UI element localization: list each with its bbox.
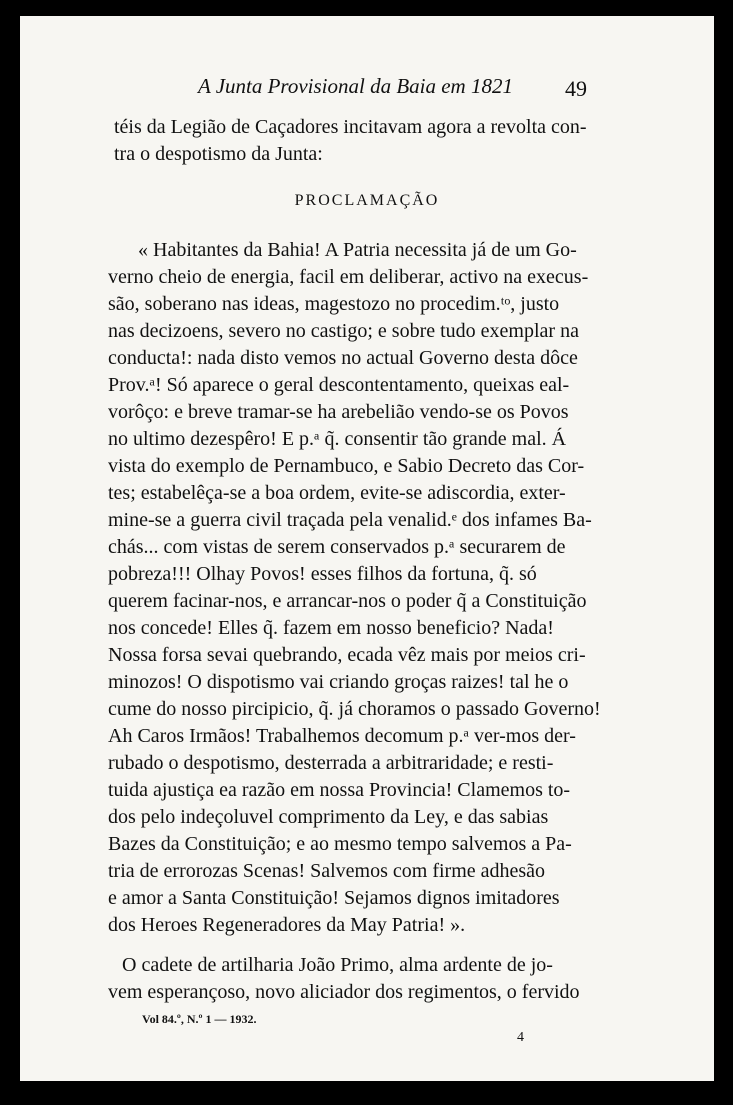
proclamation-line: Prov.ᵃ! Só aparece o geral descontentamento, queixas eal- — [108, 374, 570, 396]
proclamation-line: conducta!: nada disto vemos no actual Governo desta dôce — [108, 347, 578, 369]
proclamation-line: querem facinar-nos, e arrancar-nos o poder q̃ a Constituição — [108, 590, 587, 612]
proclamation-line: no ultimo dezespêro! E p.ᵃ q̃. consentir tão grande mal. Á — [108, 428, 567, 450]
proclamation-line: cume do nosso pircipicio, q̃. já choramos o passado Governo! — [108, 698, 601, 720]
proclamation-line: nos concede! Elles q̃. fazem em nosso beneficio? Nada! — [108, 617, 554, 639]
proclamation-line: tuida ajustiça ea razão em nossa Provincia! Clamemos to- — [108, 779, 571, 801]
page-number: 49 — [565, 76, 587, 101]
intro-line: téis da Legião de Caçadores incitavam agora a revolta con- — [114, 116, 587, 138]
closing-line: vem esperançoso, novo aliciador dos regimentos, o fervido — [108, 981, 580, 1003]
proclamation-title: PROCLAMAÇÃO — [294, 192, 440, 209]
proclamation-line: nas decizoens, severo no castigo; e sobre tudo exemplar na — [108, 320, 579, 342]
intro-line: tra o despotismo da Junta: — [114, 143, 323, 165]
proclamation-line: Nossa forsa sevai quebrando, ecada vêz mais por meios cri- — [108, 644, 586, 666]
proclamation-line: chás... com vistas de serem conservados p.ᵃ securarem de — [108, 536, 566, 558]
document-page — [20, 16, 714, 1081]
proclamation-line: rubado o despotismo, desterrada a arbitraridade; e resti- — [108, 752, 554, 774]
signature-mark: 4 — [517, 1030, 524, 1045]
proclamation-line: Ah Caros Irmãos! Trabalhemos decomum p.ᵃ ver-mos der- — [108, 725, 576, 747]
proclamation-line: pobreza!!! Olhay Povos! esses filhos da fortuna, q̃. só — [108, 563, 537, 585]
proclamation-line: Bazes da Constituição; e ao mesmo tempo salvemos a Pa- — [108, 833, 572, 855]
running-title: A Junta Provisional da Baia em 1821 — [198, 74, 513, 98]
closing-line: O cadete de artilharia João Primo, alma ardente de jo- — [122, 954, 553, 976]
proclamation-line: tria de errorozas Scenas! Salvemos com firme adhesão — [108, 860, 546, 882]
proclamation-line: vorôço: e breve tramar-se ha arebelião vendo-se os Povos — [108, 401, 569, 423]
running-head — [20, 74, 714, 104]
proclamation-line: minozos! O dispotismo vai criando groças raizes! tal he o — [108, 671, 569, 693]
proclamation-line: verno cheio de energia, facil em deliberar, activo na execus- — [108, 266, 589, 288]
proclamation-line: « Habitantes da Bahia! A Patria necessita já de um Go- — [138, 239, 577, 261]
proclamation-line: são, soberano nas ideas, magestozo no procedim.ᵗᵒ, justo — [108, 293, 560, 315]
proclamation-line: dos Heroes Regeneradores da May Patria! ». — [108, 914, 466, 936]
proclamation-line: mine-se a guerra civil traçada pela venalid.ᵉ dos infames Ba- — [108, 509, 592, 531]
signature-line: Vol 84.º, N.º 1 — 1932. — [142, 1012, 257, 1026]
proclamation-line: e amor a Santa Constituição! Sejamos dignos imitadores — [108, 887, 560, 909]
proclamation-line: dos pelo indeçoluvel comprimento da Ley, e das sabias — [108, 806, 549, 828]
proclamation-line: tes; estabelêça-se a boa ordem, evite-se adiscordia, exter- — [108, 482, 566, 504]
proclamation-line: vista do exemplo de Pernambuco, e Sabio Decreto das Cor- — [108, 455, 585, 477]
